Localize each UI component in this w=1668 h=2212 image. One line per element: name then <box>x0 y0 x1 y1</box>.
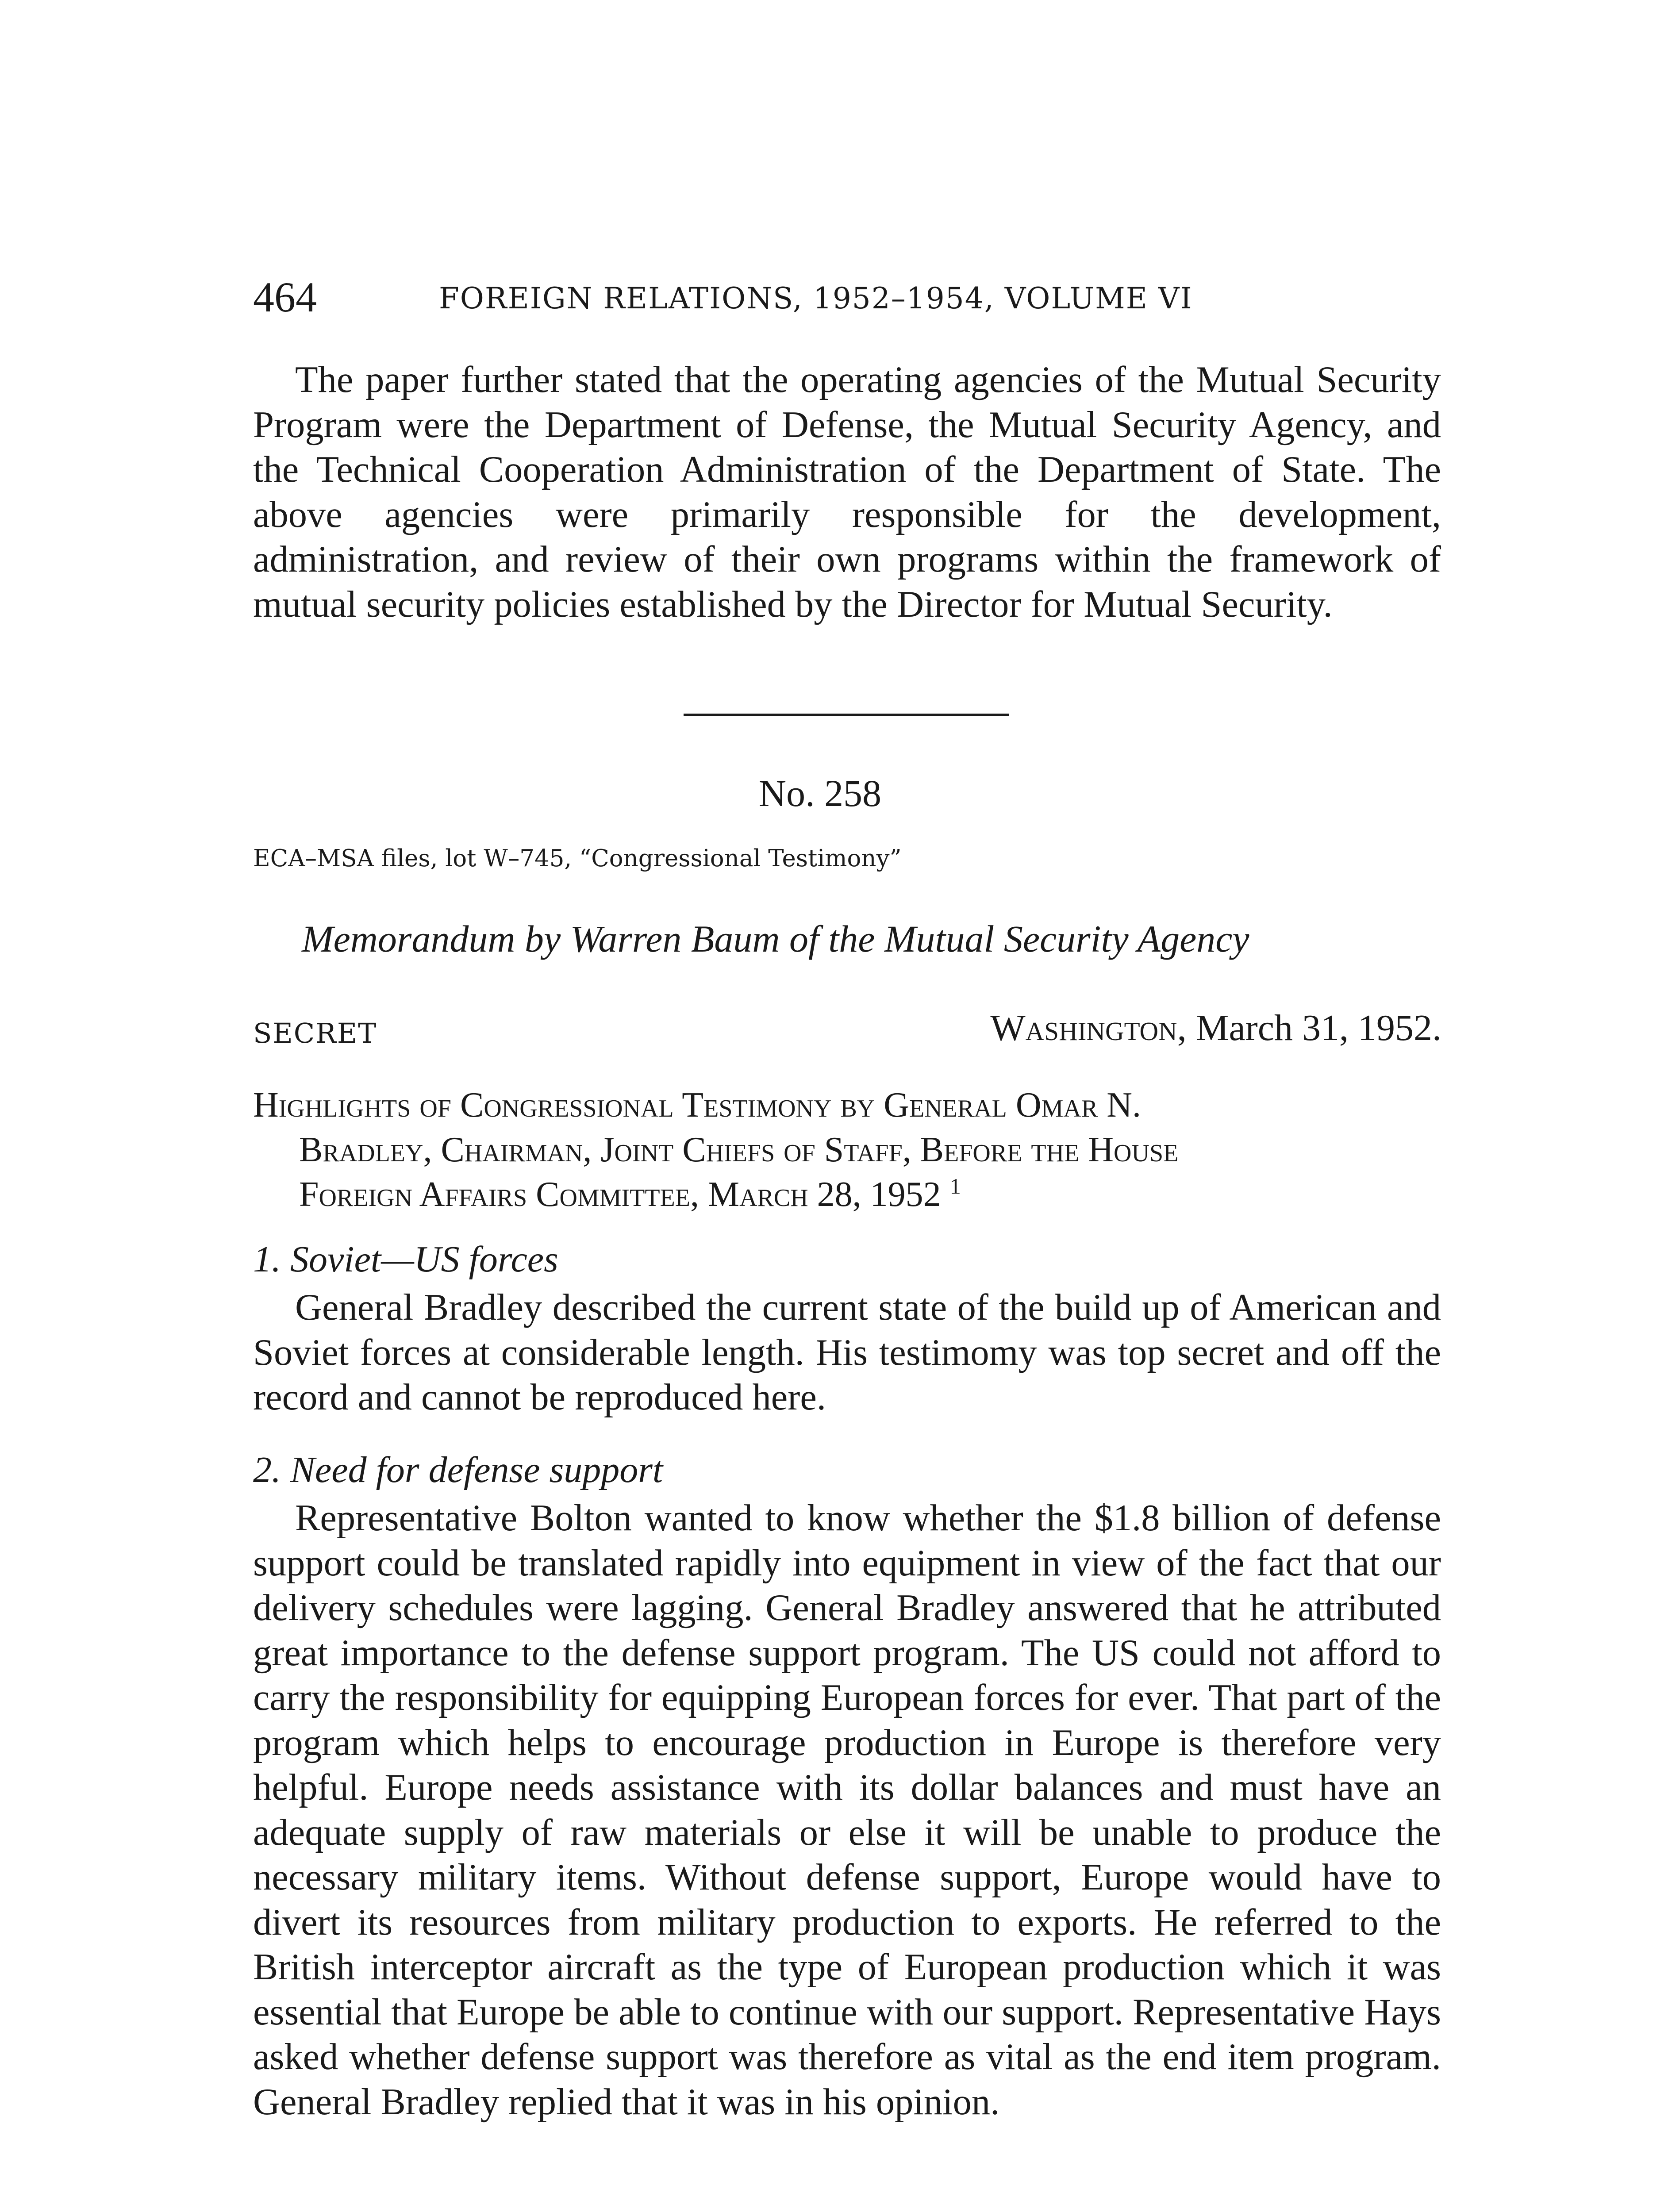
section-paragraph: General Bradley described the current state of the build up of American and Soviet forces at considerable length. His testimomy was top secret and off the record and cannot be reproduced here. <box>253 1287 1441 1418</box>
date: March 31, 1952. <box>1195 1007 1441 1048</box>
section-paragraph: Representative Bolton wanted to know whether the $1.8 billion of defense support could be translated rapidly into equipment in view of the fact that our delivery schedules were lagging. General Bradley answered that he attributed great importance to the defense support program. The US could not afford to carry the responsibility for equipping European forces for ever. That part of the program which helps to encourage production in Europe is therefore very helpful. Europe needs assistance with its dollar balances and must have an adequate supply of raw materials or else it will be unable to produce the necessary military items. Without defense support, Europe would have to divert its resources from military production to exports. He referred to the British interceptor aircraft as the type of European production which it was essential that Europe be able to continue with our support. Representative Hays asked whether defense support was therefore as vital as the end item program. General Bradley replied that it was in his opinion. <box>253 1498 1441 2123</box>
footnote-reference: 1 <box>949 1174 961 1198</box>
intro-paragraph: The paper further stated that the operating agencies of the Mutual Security Program were the Department of Defense, the Mutual Security Agency, and the Technical Cooperation Administration of the Department of State. The above agencies were primarily responsible for the development, administration, and review of their own programs within the framework of mutual security policies established by the Director for Mutual Security. <box>253 359 1441 625</box>
running-head: FOREIGN RELATIONS, 1952–1954, VOLUME VI <box>439 281 1193 315</box>
section-divider <box>684 714 1009 716</box>
highlights-line: Highlights of Congressional Testimony by General Omar N. <box>253 1086 1141 1125</box>
source-note: ECA–MSA files, lot W–745, “Congressional Testimony” <box>253 845 902 872</box>
section-heading: 2. Need for defense support <box>253 1449 663 1490</box>
page-number: 464 <box>253 273 317 321</box>
highlights-line <box>253 1172 1441 1217</box>
highlights-line-text: Foreign Affairs Committee, March 28, 1952 <box>299 1175 941 1214</box>
highlights-line: Bradley, Chairman, Joint Chiefs of Staff, Before the House <box>299 1130 1179 1169</box>
highlights-heading <box>253 1083 1441 1217</box>
page-header <box>253 271 1448 324</box>
place: Washington, <box>990 1007 1187 1048</box>
section-heading: 1. Soviet—US forces <box>253 1239 558 1280</box>
classification-marking: SECRET <box>253 1017 377 1049</box>
place-and-date <box>866 1002 1441 1053</box>
document-number: No. 258 <box>759 772 882 814</box>
document-title: Memorandum by Warren Baum of the Mutual Security Agency <box>302 918 1249 960</box>
